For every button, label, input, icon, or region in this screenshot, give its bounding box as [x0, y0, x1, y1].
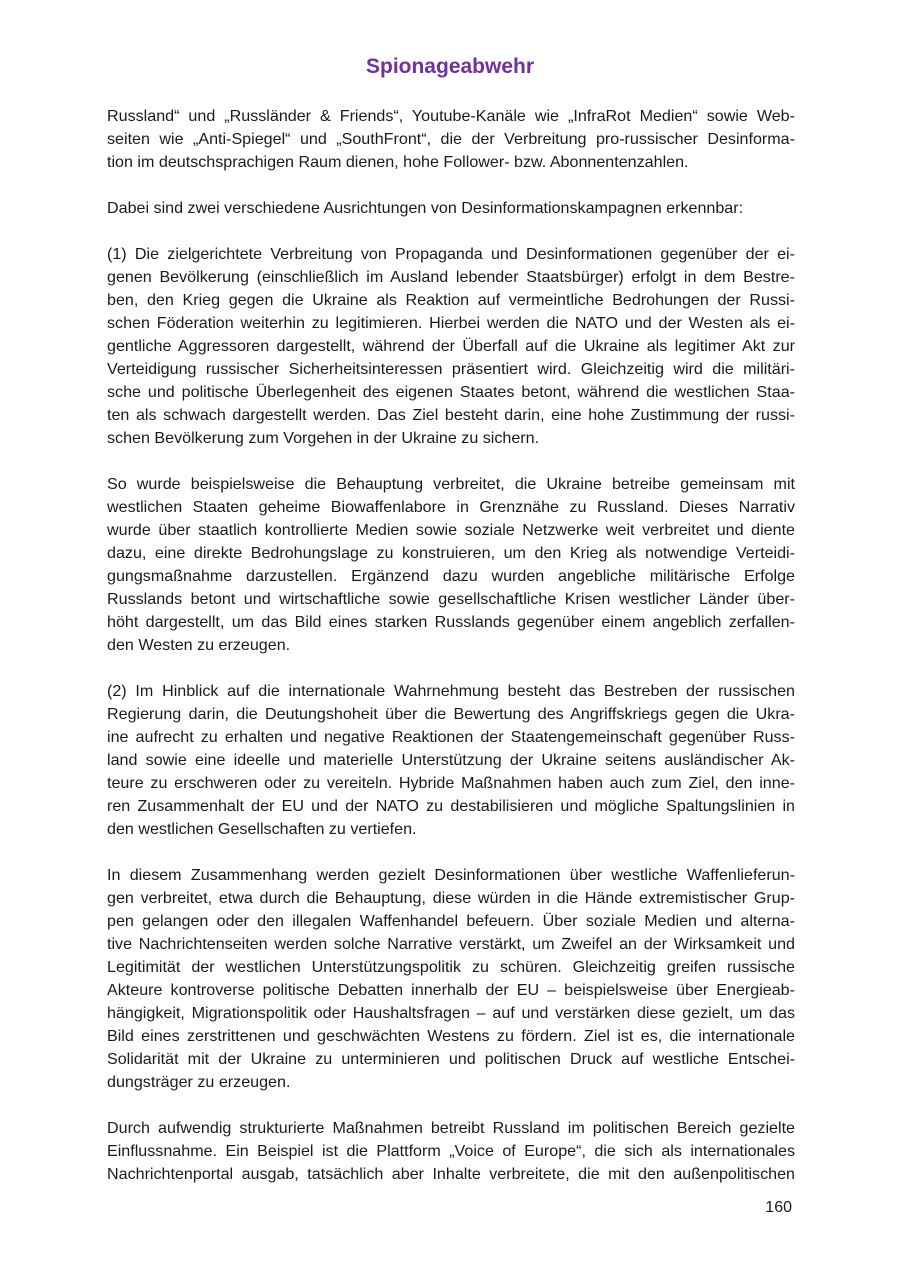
paragraph-gap [107, 220, 795, 243]
text-line: Nachrichtenportal ausgab, tatsächlich aber Inhalte verbreitete, die mit den außenpolitischen [107, 1165, 795, 1183]
text-line: hängigkeit, Migrationspolitik oder Haushaltsfragen – auf und verstärken diese gezielt, um das [107, 1004, 795, 1022]
text-line: Dabei sind zwei verschiedene Ausrichtungen von Desinformationskampagnen erkennbar: [107, 199, 744, 217]
text-line: den westlichen Gesellschaften zu vertiefen. [107, 820, 417, 838]
text-line: sche und politische Überlegenheit des eigenen Staates betont, während die westlichen Staa- [107, 383, 795, 401]
text-line: teure zu erschweren oder zu vereiteln. Hybride Maßnahmen haben auch zum Ziel, den inne- [107, 774, 795, 792]
text-line: Russlands betont und wirtschaftliche sowie gesellschaftliche Krisen westlicher Länder über- [107, 590, 795, 608]
paragraph-gap [107, 450, 795, 473]
paragraph [107, 1117, 795, 1186]
text-line: Russland“ und „Russländer & Friends“, Youtube-Kanäle wie „InfraRot Medien“ sowie Web- [107, 107, 795, 125]
body-text [107, 105, 795, 1186]
text-line: dazu, eine direkte Bedrohungslage zu konstruieren, um den Krieg als notwendige Verteidi- [107, 544, 795, 562]
paragraph [107, 197, 795, 220]
paragraph [107, 680, 795, 841]
text-line: ren Zusammenhalt der EU und der NATO zu destabilisieren und mögliche Spaltungslinien in [107, 797, 795, 815]
text-line: Akteure kontroverse politische Debatten innerhalb der EU – beispielsweise über Energieab- [107, 981, 795, 999]
text-line: tion im deutschsprachigen Raum dienen, hohe Follower- bzw. Abonnentenzahlen. [107, 153, 689, 171]
paragraph [107, 473, 795, 657]
text-line: höht dargestellt, um das Bild eines starken Russlands gegenüber einem angeblich zerfallen- [107, 613, 795, 631]
paragraph-gap [107, 1094, 795, 1117]
text-line: In diesem Zusammenhang werden gezielt Desinformationen über westliche Waffenlieferun- [107, 866, 795, 884]
text-line: gen verbreitet, etwa durch die Behauptung, diese würden in die Hände extremistischer Grup- [107, 889, 795, 907]
text-line: (2) Im Hinblick auf die internationale Wahrnehmung besteht das Bestreben der russischen [107, 682, 795, 700]
text-line: gungsmaßnahme darzustellen. Ergänzend dazu wurden angebliche militärische Erfolge [107, 567, 795, 585]
paragraph-gap [107, 657, 795, 680]
text-line: schen Föderation weiterhin zu legitimieren. Hierbei werden die NATO und der Westen als ei- [107, 314, 795, 332]
text-line: seiten wie „Anti-Spiegel“ und „SouthFront“, die der Verbreitung pro-russischer Desinforma- [107, 130, 795, 148]
text-line: ten als schwach dargestellt werden. Das Ziel besteht darin, eine hohe Zustimmung der russi- [107, 406, 795, 424]
text-line: Legitimität der westlichen Unterstützungspolitik zu schüren. Gleichzeitig greifen russische [107, 958, 795, 976]
text-line: Einflussnahme. Ein Beispiel ist die Plattform „Voice of Europe“, die sich als internationales [107, 1142, 795, 1160]
paragraph [107, 105, 795, 174]
text-line: Durch aufwendig strukturierte Maßnahmen betreibt Russland im politischen Bereich gezielte [107, 1119, 795, 1137]
text-line: ine aufrecht zu erhalten und negative Reaktionen der Staatengemeinschaft gegenüber Russ- [107, 728, 795, 746]
text-line: westlichen Staaten geheime Biowaffenlabore in Grenznähe zu Russland. Dieses Narrativ [107, 498, 795, 516]
text-line: genen Bevölkerung (einschließlich im Ausland lebender Staatsbürger) erfolgt in dem Bestre- [107, 268, 795, 286]
paragraph [107, 243, 795, 450]
paragraph-gap [107, 841, 795, 864]
text-line: So wurde beispielsweise die Behauptung verbreitet, die Ukraine betreibe gemeinsam mit [107, 475, 795, 493]
text-line: den Westen zu erzeugen. [107, 636, 291, 654]
text-line: land sowie eine ideelle und materielle Unterstützung der Ukraine seitens ausländischer Ak- [107, 751, 795, 769]
paragraph-gap [107, 174, 795, 197]
text-line: Solidarität mit der Ukraine zu unterminieren und politischen Druck auf westliche Entschei- [107, 1050, 795, 1068]
text-line: pen gelangen oder den illegalen Waffenhandel befeuern. Über soziale Medien und alterna- [107, 912, 795, 930]
page-number: 160 [765, 1199, 792, 1216]
page-title: Spionageabwehr [365, 55, 535, 78]
text-line: dungsträger zu erzeugen. [107, 1073, 291, 1091]
text-line: wurde über staatlich kontrollierte Medien sowie soziale Netzwerke weit verbreitet und diente [107, 521, 795, 539]
text-line: Regierung darin, die Deutungshoheit über die Bewertung des Angriffskriegs gegen die Ukra- [107, 705, 795, 723]
text-line: Verteidigung russischer Sicherheitsinteressen präsentiert wird. Gleichzeitig wird die militäri- [107, 360, 795, 378]
text-line: (1) Die zielgerichtete Verbreitung von Propaganda und Desinformationen gegenüber der ei- [107, 245, 795, 263]
text-line: gentliche Aggressoren dargestellt, während der Überfall auf die Ukraine als legitimer Akt zur [107, 337, 795, 355]
text-line: tive Nachrichtenseiten werden solche Narrative verstärkt, um Zweifel an der Wirksamkeit und [107, 935, 795, 953]
text-line: Bild eines zerstrittenen und geschwächten Westens zu fördern. Ziel ist es, die internationale [107, 1027, 795, 1045]
paragraph [107, 864, 795, 1094]
text-line: ben, den Krieg gegen die Ukraine als Reaktion auf vermeintliche Bedrohungen der Russi- [107, 291, 795, 309]
text-line: schen Bevölkerung zum Vorgehen in der Ukraine zu sichern. [107, 429, 540, 447]
